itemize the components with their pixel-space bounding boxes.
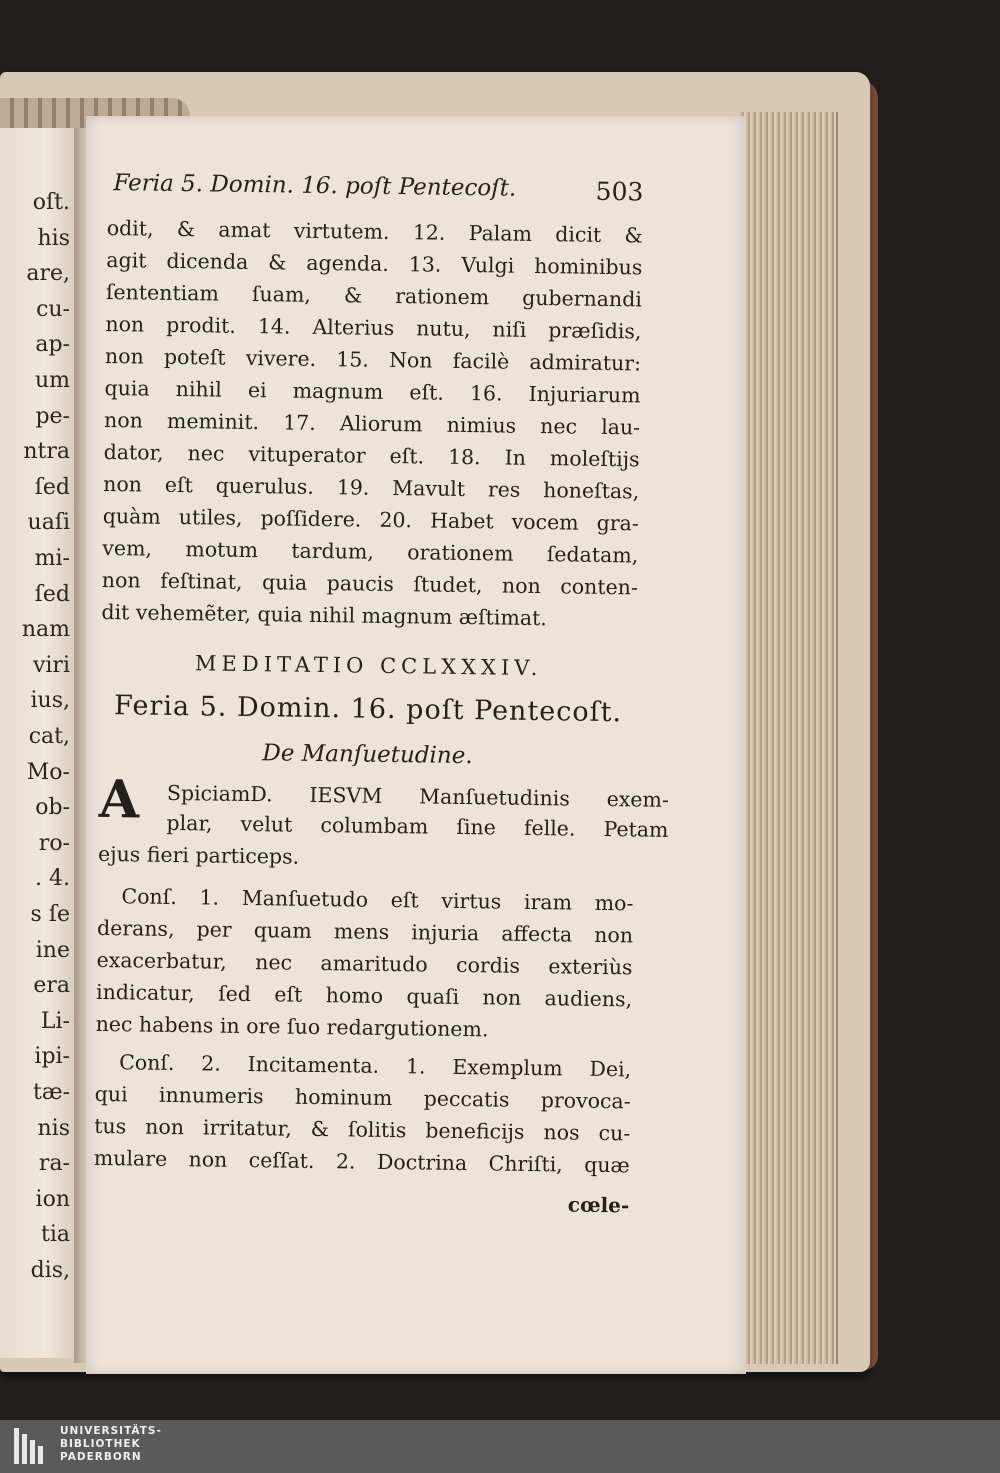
text-line: agit dicenda & agenda. 13. Vulgi hominibus <box>106 247 643 280</box>
text-line: dator, nec vituperator eſt. 18. In moleſtijs <box>103 439 640 472</box>
left-page-line: viri <box>32 652 70 678</box>
left-page-line: Mo- <box>26 759 70 785</box>
left-page-line: nam <box>21 617 70 643</box>
left-page-line: nis <box>37 1115 70 1141</box>
text-line: indicatur, ſed eſt homo quaſi non audiens, <box>95 979 633 1012</box>
text-line: dit vehemẽter, quia nihil magnum æſtimat. <box>101 599 548 631</box>
catchword: cœle- <box>567 1192 630 1218</box>
left-page-line: ap- <box>35 332 70 358</box>
text-line: non poteſt vivere. 15. Non facilè admiratur: <box>104 343 642 376</box>
left-page-line: ra- <box>38 1151 70 1177</box>
text-line: quàm utiles, poſſidere. 20. Habet vocem gra- <box>102 503 639 536</box>
text-line: non feſtinat, quia paucis ſtudet, non conten- <box>101 567 639 600</box>
text-line: plar, velut columbam ſine felle. Petam <box>166 810 669 842</box>
left-page-line: ipi- <box>34 1044 70 1070</box>
left-page-line: are, <box>26 261 70 287</box>
left-page-line: ob- <box>35 795 70 821</box>
left-page-line: cu- <box>36 296 70 322</box>
left-page-line: ſed <box>34 474 70 500</box>
left-page-line: um <box>34 368 70 393</box>
left-page-line: his <box>37 225 70 251</box>
page-number: 503 <box>595 176 644 207</box>
text-line: mulare non ceſſat. 2. Doctrina Chriſti, quæ <box>93 1145 630 1178</box>
running-head-title: Feria 5. Domin. 16. poſt Pentecoſt. <box>113 170 517 202</box>
left-page-line: . 4. <box>35 866 70 892</box>
left-page-line: ion <box>35 1186 70 1212</box>
left-page-line: ius, <box>30 688 70 714</box>
text-line: non meminit. 17. Aliorum nimius nec lau- <box>103 407 641 440</box>
library-footer <box>0 1420 1000 1473</box>
left-page-line: tæ- <box>33 1080 70 1105</box>
text-line: ejus fieri particeps. <box>97 841 300 869</box>
library-name-line: PADERBORN <box>60 1451 142 1463</box>
text-line: odit, & amat virtutem. 12. Palam dicit & <box>106 215 643 248</box>
text-line: Conſ. 1. Manſuetudo eſt virtus iram mo- <box>121 884 634 916</box>
drop-cap: A <box>98 768 140 831</box>
left-page-line: tia <box>41 1222 70 1248</box>
text-line: SpiciamD. IESVM Manſuetudinis exem- <box>166 780 670 812</box>
text-line: ſententiam ſuam, & rationem gubernandi <box>105 279 643 312</box>
text-line: non eſt querulus. 19. Mavult res honeſtas, <box>103 471 640 504</box>
left-page-line: era <box>33 973 70 999</box>
text-line: tus non irritatur, & ſolitis beneficijs nos cu- <box>94 1113 631 1146</box>
text-line: Conſ. 2. Incitamenta. 1. Exemplum Dei, <box>119 1050 632 1082</box>
library-name-line: BIBLIOTHEK <box>60 1438 141 1450</box>
chapter-subtitle: De Manſuetudine. <box>262 740 473 770</box>
left-page-line: mi- <box>34 546 70 571</box>
left-page-line: ro- <box>38 830 70 856</box>
meditation-heading: MEDITATIO CCLXXXIV. <box>194 651 543 681</box>
left-page-line: cat, <box>28 724 70 749</box>
library-logo-icon <box>14 1428 48 1464</box>
left-page-line: ine <box>35 937 70 963</box>
text-line: exacerbatur, nec amaritudo cordis exteriùs <box>96 947 633 980</box>
left-page-line: oſt. <box>32 190 70 215</box>
left-page-line: ſed <box>34 581 70 607</box>
text-line: qui innumeris hominum peccatis provoca- <box>94 1081 631 1114</box>
left-page-line: s ſe <box>30 902 70 927</box>
left-page-line: dis, <box>30 1258 70 1283</box>
text-line: vem, motum tardum, orationem ſedatam, <box>102 535 639 568</box>
text-line: derans, per quam mens injuria affecta non <box>96 915 634 948</box>
library-name <box>60 1425 162 1464</box>
left-page-fragment <box>0 128 76 1358</box>
left-page-line: pe- <box>35 403 70 429</box>
text-line: non prodit. 14. Alterius nutu, niſi præſidis, <box>105 311 642 344</box>
left-page-line: ntra <box>23 439 70 465</box>
page-fore-edge <box>740 112 838 1364</box>
text-line: quia nihil ei magnum eſt. 16. Injuriarum <box>104 375 641 408</box>
text-line: nec habens in ore ſuo redargutionem. <box>95 1011 489 1042</box>
library-name-line: UNIVERSITÄTS- <box>60 1425 162 1437</box>
feria-title: Feria 5. Domin. 16. poſt Pentecoſt. <box>113 690 623 729</box>
left-page-line: uaſi <box>27 510 70 536</box>
left-page-line: Li- <box>40 1008 70 1034</box>
